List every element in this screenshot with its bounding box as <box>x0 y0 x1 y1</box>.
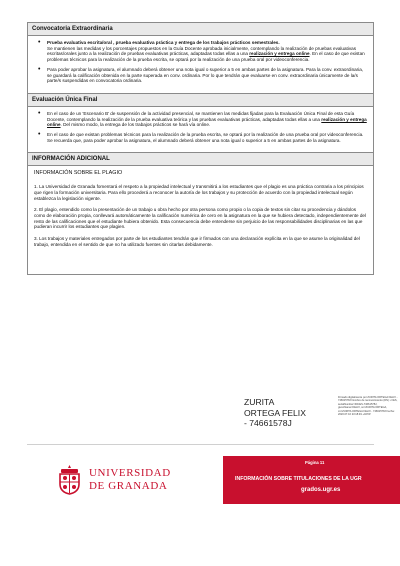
list-item <box>47 132 367 143</box>
online-link[interactable]: realización y entrega online <box>47 116 367 128</box>
section-unica <box>27 93 374 153</box>
guide-page <box>27 22 374 275</box>
university-name: UNIVERSIDAD <box>89 467 171 479</box>
banner-text: INFORMACIÓN SOBRE TITULACIONES DE LA UGR <box>235 476 362 482</box>
online-link[interactable]: realización y entrega online <box>249 51 310 57</box>
banner-link[interactable]: grados.ugr.es <box>301 487 341 493</box>
section-adicional <box>27 152 374 275</box>
list-item <box>47 40 367 63</box>
item-title: • Prueba evaluativa escrita/oral , prueba evaluativa práctica y entrega de los trabajos prácticos semestrales. <box>47 40 280 45</box>
titulaciones-banner[interactable] <box>223 456 400 504</box>
list-item <box>47 111 367 128</box>
item-text: . Del mismo modo, la entrega de los trabajos prácticos se hará vía online. <box>60 122 211 128</box>
section-heading: INFORMACIÓN ADICIONAL <box>28 153 373 166</box>
signer-id: - 74661578J <box>244 418 292 428</box>
university-logo <box>57 463 171 496</box>
list-item <box>47 67 367 84</box>
signer-name: ZURITA <box>244 397 275 407</box>
footer-divider <box>27 444 374 445</box>
paragraph: 3. Los trabajos y materiales entregados por parte de los estudiantes tendrán que ir firmados con una declaración explícita en la que se asume la originalidad del trabajo, entendida en el sentido de que no ha utilizado fuentes sin citarlas debidamente. <box>34 236 360 247</box>
item-text: En el caso de que existan problemas técnicos para la realización de la prueba escrita, se optará por la realización de una prueba oral por videoconferencia. Se recuerda que, para poder aprobar la asignatura, el alumnado deberá obtener una nota igual o superior a 5 en ambas partes de la asignatura. <box>47 132 364 143</box>
page-number: Página 11 <box>305 460 325 465</box>
item-text: Para poder aprobar la asignatura, el alumnado deberá obtener una nota igual o superior a 5 en ambas partes de la asignatura. Para la conv. extraordinaria, se guardará la calificación obtenida en la parte superada en conv. ordinaria. Por lo que tendrán que evaluarse en conv. extraordinaria únicamente de la/s parte/s suspendidas en convocatoria ordinaria. <box>47 66 364 84</box>
item-text: Se mantienen las medidas y los porcentajes propuestos en la Guía Docente aprobada inicialmente, contemplando la realización de pruebas evaluativas escritas/orales junto a la realización de pruebas evaluativas prácticas, adaptadas todas ellas a una <box>47 45 356 57</box>
university-name: DE GRANADA <box>89 479 168 492</box>
plagio-subheading: INFORMACIÓN SOBRE EL PLAGIO <box>34 170 123 177</box>
signer-name: ORTEGA FELIX <box>244 407 306 418</box>
crest-icon <box>57 463 82 496</box>
section-heading: Evaluación Única Final <box>28 94 373 107</box>
item-text: En el caso de un 'Escenario B' de suspensión de la actividad presencial, se mantienen las medidas fijadas para la Evaluación Única Final de esta Guía Docente, contemplando la realización de la prueba evaluativa teórica y las pruebas evaluativas prácticas, adaptadas todas ellas a una <box>47 110 355 122</box>
item-text: . En el caso de que existan problemas técnicos para la realización de la prueba escrita, se optará por la realización de una prueba oral por videoconferencia. <box>47 51 365 63</box>
paragraph: 1. La Universidad de Granada fomentará el respeto a la propiedad intelectual y transmitirá a los estudiantes que el plagio es una práctica contraria a los principios que rigen la formación universitaria. Para ello procederá a reconocer la autoría de los trabajos y su protección de acuerdo con la propiedad intelectual según establezca la legislación vigente. <box>34 184 364 201</box>
paragraph: 2. El plagio, entendido como la presentación de un trabajo u obra hecho por otra persona como propio o la copia de textos sin citar su procedencia y dándolos como de elaboración propia, conllevará automáticamente la calificación numérica de cero en la asignatura en la que se hubiera detectado, independientemente del resto de las calificaciones que el estudiante hubiera obtenido. Esta consecuencia debe entenderse sin perjuicio de las responsabilidades disciplinarias en las que pudieran incurrir los estudiantes que plagien. <box>34 207 366 230</box>
signature-details: Firmado digitalmente por ZURITA ORTEGA FELIX - 74661578J Nombre de reconocimiento (DN): c=ES, serialNumber=IDCES-74661578J, givenName=FELIX, sn=ZURITA ORTEGA, cn=ZURITA ORTEGA FELIX - 74661578J Fecha: 2020.07.16 23:18:49 +02'00' <box>338 396 398 417</box>
section-extraordinaria <box>27 22 374 93</box>
section-heading: Convocatoria Extraordinaria <box>28 23 373 36</box>
